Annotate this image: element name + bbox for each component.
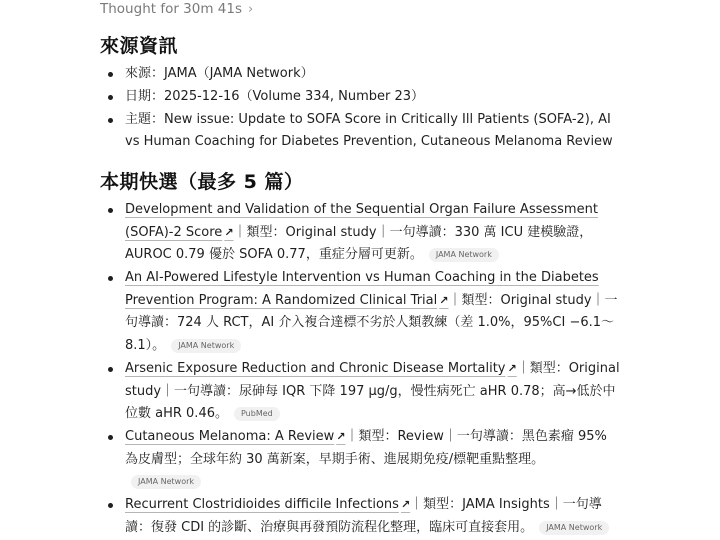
article-detail: ｜類型：Review｜一句導讀：黑色素瘤 95% 為皮膚型；全球年約 30 萬新案，早期手術、進展期免疫/標靶重點整理。 bbox=[125, 429, 607, 467]
article-link[interactable] bbox=[125, 497, 410, 512]
external-link-icon: ↗ bbox=[507, 361, 517, 375]
external-link-icon: ↗ bbox=[224, 225, 234, 239]
article-detail: ｜類型：Original study｜一句導讀：724 人 RCT，AI 介入複合達標不劣於人類教練（差 1.0%，95%CI −6.1～8.1）。 bbox=[125, 292, 618, 353]
source-badge[interactable]: JAMA Network bbox=[539, 521, 609, 535]
list-item bbox=[100, 494, 620, 539]
source-badge[interactable]: JAMA Network bbox=[171, 339, 241, 353]
article-title: Development and Validation of the Sequential Organ Failure Assessment (SOFA)-2 Score bbox=[125, 202, 598, 240]
article-title: Arsenic Exposure Reduction and Chronic Disease Mortality bbox=[125, 360, 506, 376]
picks-list bbox=[100, 199, 620, 540]
date-item-text: 日期：2025-12-16（Volume 334, Number 23） bbox=[125, 88, 425, 104]
source-badge[interactable]: JAMA Network bbox=[429, 248, 499, 262]
picks-heading: 本期快選（最多 5 篇） bbox=[100, 171, 304, 193]
list-item bbox=[100, 109, 620, 154]
article-detail: ｜類型：Original study｜一句導讀：尿砷每 IQR 下降 197 µg/g，慢性病死亡 aHR 0.78；高→低於中位數 aHR 0.46。 bbox=[125, 360, 620, 422]
list-item bbox=[100, 267, 620, 357]
source-badge[interactable]: JAMA Network bbox=[131, 475, 201, 489]
source-badge[interactable]: PubMed bbox=[234, 407, 280, 421]
chevron-right-icon: › bbox=[248, 1, 254, 17]
thought-duration-label: Thought for 30m 41s bbox=[100, 1, 243, 17]
topic-item-text: 主題：New issue: Update to SOFA Score in Critically Ill Patients (SOFA-2), AI vs Human Coaching for Diabetes Prevention, Cutaneous Melanoma Review bbox=[125, 111, 613, 150]
article-detail: ｜類型：Original study｜一句導讀：330 萬 ICU 建模驗證，AUROC 0.79 優於 SOFA 0.77，重症分層可更新。 bbox=[125, 224, 593, 263]
external-link-icon: ↗ bbox=[336, 430, 346, 444]
article-title: Cutaneous Melanoma: A Review bbox=[125, 429, 335, 445]
external-link-icon: ↗ bbox=[400, 498, 411, 512]
thought-duration-toggle[interactable] bbox=[100, 1, 253, 17]
list-item bbox=[100, 426, 620, 494]
article-title: An AI-Powered Lifestyle Intervention vs Human Coaching in the Diabetes Prevention Program: A Randomized Clinical Trial bbox=[125, 270, 599, 308]
article-link[interactable] bbox=[125, 361, 517, 376]
article-link[interactable] bbox=[125, 429, 345, 444]
source-item-text: 來源：JAMA（JAMA Network） bbox=[125, 66, 314, 81]
list-item bbox=[100, 86, 620, 109]
list-item bbox=[100, 199, 620, 267]
source-info-heading: 來源資訊 bbox=[100, 35, 179, 57]
article-title: Recurrent Clostridioides difficile Infections bbox=[125, 497, 399, 513]
list-item bbox=[100, 63, 620, 86]
source-info-list bbox=[100, 63, 620, 154]
article-detail: ｜類型：JAMA Insights｜一句導讀：復發 CDI 的診斷、治療與再發預防流程化整理，臨床可直接套用。 bbox=[125, 497, 602, 535]
list-item bbox=[100, 358, 620, 426]
external-link-icon: ↗ bbox=[439, 293, 449, 307]
